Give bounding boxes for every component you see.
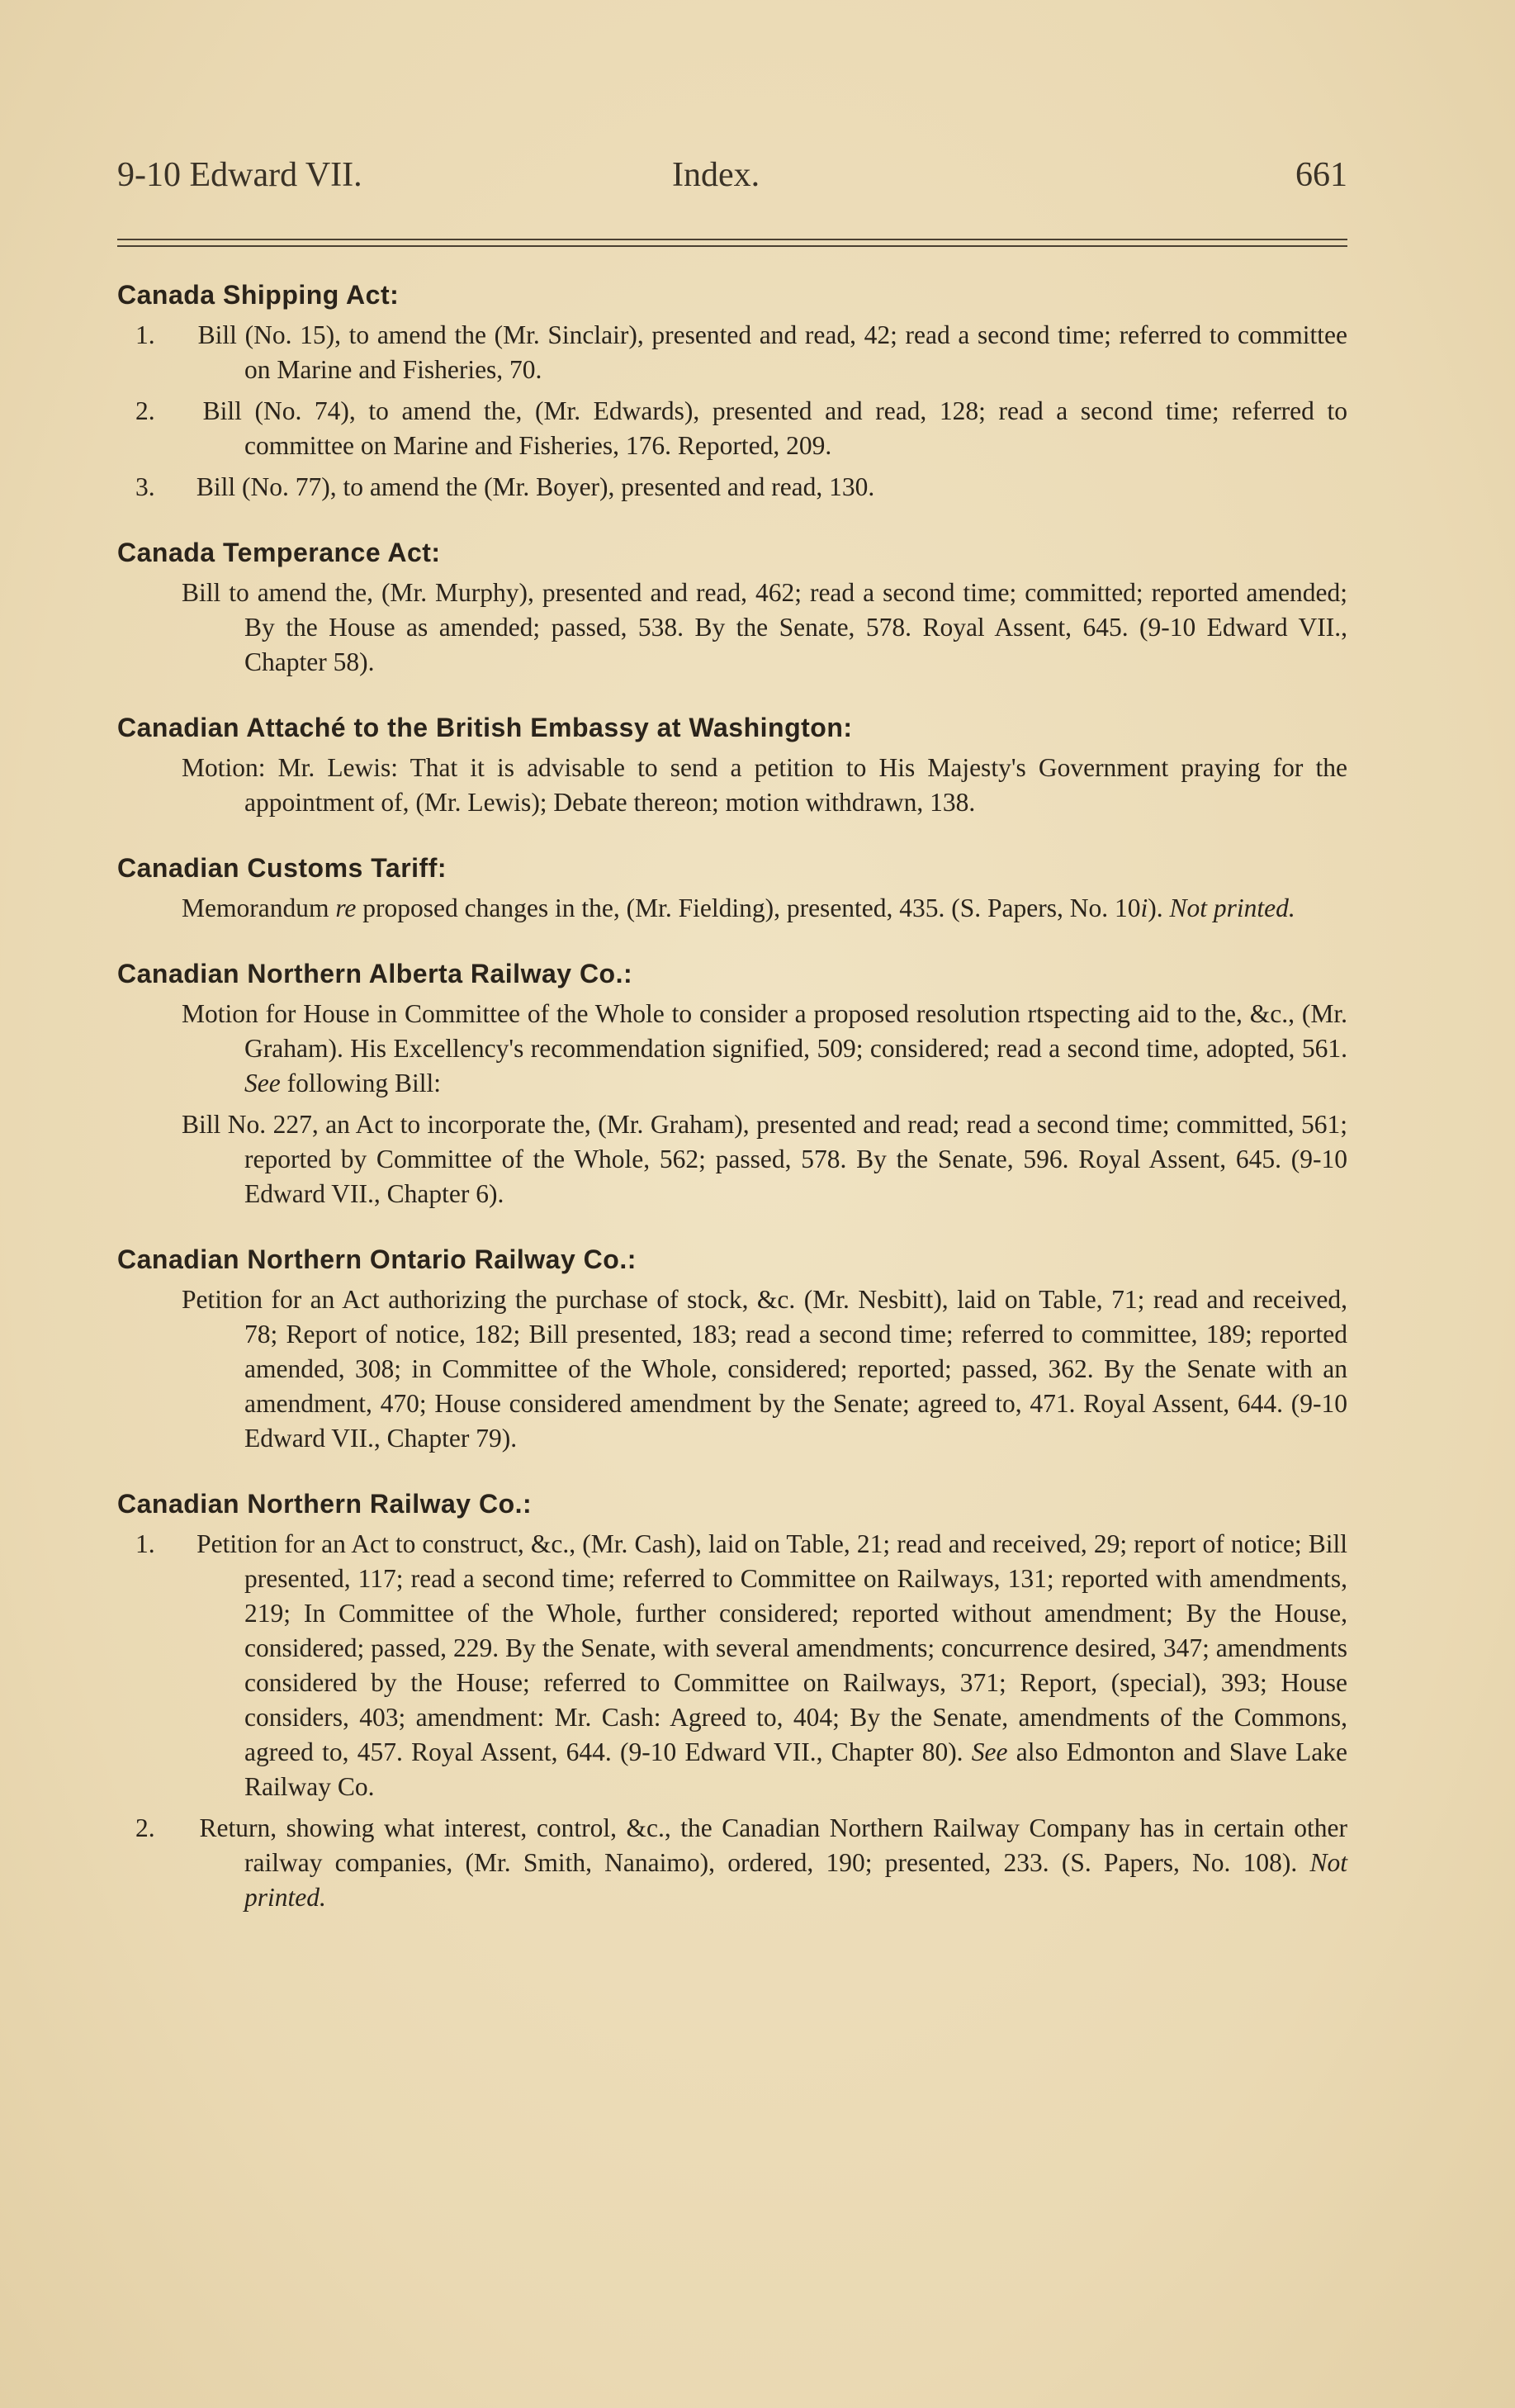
item-text-italic: Not printed.: [1169, 894, 1295, 922]
entry-heading: Canada Temperance Act:: [117, 538, 441, 567]
entry-item: [117, 576, 1347, 680]
index-entry: [117, 277, 1347, 505]
entry-heading: Canadian Northern Ontario Railway Co.:: [117, 1244, 637, 1274]
item-text: Petition for an Act to construct, &c., (Mr. Cash), laid on Table, 21; read and received, 29; report of notice; Bill presented, 117; read a second time; referred to Committee on Railways, 131; reported with amendments, 219; In Committee of the Whole, further considered; reported without amendment; By the House, considered; passed, 229. By the Senate, with several amendments; concurrence desired, 347; amendments considered by the House; referred to Committee on Railways, 371; Report, (special), 393; House considers, 403; amendment: Mr. Cash: Agreed to, 404; By the Senate, amendments of the Commons, agreed to, 457. Royal Assent, 644. (9-10 Edward VII., Chapter 80).: [196, 1529, 1348, 1766]
entry-item: [117, 1282, 1347, 1456]
item-text: Petition for an Act authorizing the purchase of stock, &c. (Mr. Nesbitt), laid on Table, 71; read and received, 78; Report of notice, 182; Bill presented, 183; read a second time; referred to committee, 189; reported amended, 308; in Committee of the Whole, considered; reported; passed, 362. By the Senate with an amendment, 470; House considered amendment by the Senate; agreed to, 471. Royal Assent, 644. (9-10 Edward VII., Chapter 79).: [182, 1285, 1347, 1453]
item-text-italic: See: [971, 1737, 1008, 1766]
index-entry: [117, 534, 1347, 680]
item-text: Bill (No. 77), to amend the (Mr. Boyer), presented and read, 130.: [196, 472, 875, 501]
entry-item: [117, 891, 1347, 926]
item-text-italic: re: [335, 894, 357, 922]
item-text: Bill to amend the, (Mr. Murphy), presented and read, 462; read a second time; committed; reported amended; By the House as amended; passed, 538. By the Senate, 578. Royal Assent, 645. (9-10 Edward VII., Chapter 58).: [182, 578, 1347, 676]
entry-heading: Canadian Northern Railway Co.:: [117, 1489, 533, 1519]
entry-heading: Canadian Northern Alberta Railway Co.:: [117, 959, 633, 988]
item-text: also Edmonton and Slave Lake Railway Co.: [244, 1737, 1347, 1801]
header-rule-bottom: [117, 245, 1347, 247]
index-entry: [117, 1241, 1347, 1456]
item-text-italic: i: [1140, 894, 1148, 922]
header-rule-top: [117, 239, 1347, 240]
entry-item: [117, 1107, 1347, 1211]
item-text: ).: [1148, 894, 1170, 922]
item-text: proposed changes in the, (Mr. Fielding), presented, 435. (S. Papers, No. 10: [356, 894, 1141, 922]
item-text: Motion: Mr. Lewis: That it is advisable to send a petition to His Majesty's Government praying for the appointment of, (Mr. Lewis); Debate thereon; motion withdrawn, 138.: [182, 753, 1347, 817]
item-text-italic: Not printed.: [244, 1848, 1347, 1912]
entry-heading: Canada Shipping Act:: [117, 280, 400, 310]
entry-item: 3. Bill (No. 77), to amend the (Mr. Boyer), presented and read, 130.: [135, 472, 875, 501]
entry-item: 2. Return, showing what interest, control, &c., the Canadian Northern Railway Company has in certain other railway companies, (Mr. Smith, Nanaimo), ordered, 190; presented, 233. (S. Papers, No. 108). Not printed.: [135, 1813, 1347, 1912]
entry-heading: Canadian Customs Tariff:: [117, 853, 447, 883]
index-entry: [117, 1486, 1347, 1915]
item-text: Motion for House in Committee of the Whole to consider a proposed resolution rtspecting aid to the, &c., (Mr. Graham). His Excellency's recommendation signified, 509; considered; read a second time, adopted, 561.: [182, 999, 1347, 1063]
item-text-italic: See: [244, 1069, 281, 1097]
entry-item: 2. Bill (No. 74), to amend the, (Mr. Edwards), presented and read, 128; read a second time; referred to committee on Marine and Fisheries, 176. Reported, 209.: [135, 396, 1347, 460]
header-volume: 9-10 Edward VII.: [117, 156, 362, 194]
page-header: [117, 155, 1347, 205]
index-entry: [117, 955, 1347, 1211]
item-text: Memorandum: [182, 894, 336, 922]
entry-heading: Canadian Attaché to the British Embassy at Washington:: [117, 713, 853, 742]
item-text: following Bill:: [280, 1069, 441, 1097]
page-number: 661: [1295, 156, 1347, 194]
index-entry: [117, 850, 1347, 926]
entry-item: [117, 751, 1347, 820]
index-entry: [117, 709, 1347, 820]
header-title: Index.: [672, 156, 760, 194]
item-text: Bill (No. 15), to amend the (Mr. Sinclair), presented and read, 42; read a second time; referred to committee on Marine and Fisheries, 70.: [197, 320, 1347, 384]
item-text: Return, showing what interest, control, &c., the Canadian Northern Railway Company has in certain other railway companies, (Mr. Smith, Nanaimo), ordered, 190; presented, 233. (S. Papers, No. 108).: [199, 1813, 1347, 1877]
index-content: [117, 277, 1347, 1945]
entry-item: 1. Bill (No. 15), to amend the (Mr. Sinclair), presented and read, 42; read a second time; referred to committee on Marine and Fisheries, 70.: [135, 320, 1347, 384]
entry-item: [117, 997, 1347, 1101]
item-text: Bill (No. 74), to amend the, (Mr. Edwards), presented and read, 128; read a second time; referred to committee on Marine and Fisheries, 176. Reported, 209.: [202, 396, 1347, 460]
item-text: Bill No. 227, an Act to incorporate the, (Mr. Graham), presented and read; read a second time; committed, 561; reported by Committee of the Whole, 562; passed, 578. By the Senate, 596. Royal Assent, 645. (9-10 Edward VII., Chapter 6).: [182, 1110, 1347, 1208]
entry-item: 1. Petition for an Act to construct, &c., (Mr. Cash), laid on Table, 21; read and received, 29; report of notice; Bill presented, 117; read a second time; referred to Committee on Railways, 131; reported with amendments, 219; In Committee of the Whole, further considered; reported without amendment; By the House, considered; passed, 229. By the Senate, with several amendments; concurrence desired, 347; amendments considered by the House; referred to Committee on Railways, 371; Report, (special), 393; House considers, 403; amendment: Mr. Cash: Agreed to, 404; By the Senate, amendments of the Commons, agreed to, 457. Royal Assent, 644. (9-10 Edward VII., Chapter 80). See also Edmonton and Slave Lake Railway Co.: [135, 1529, 1348, 1801]
